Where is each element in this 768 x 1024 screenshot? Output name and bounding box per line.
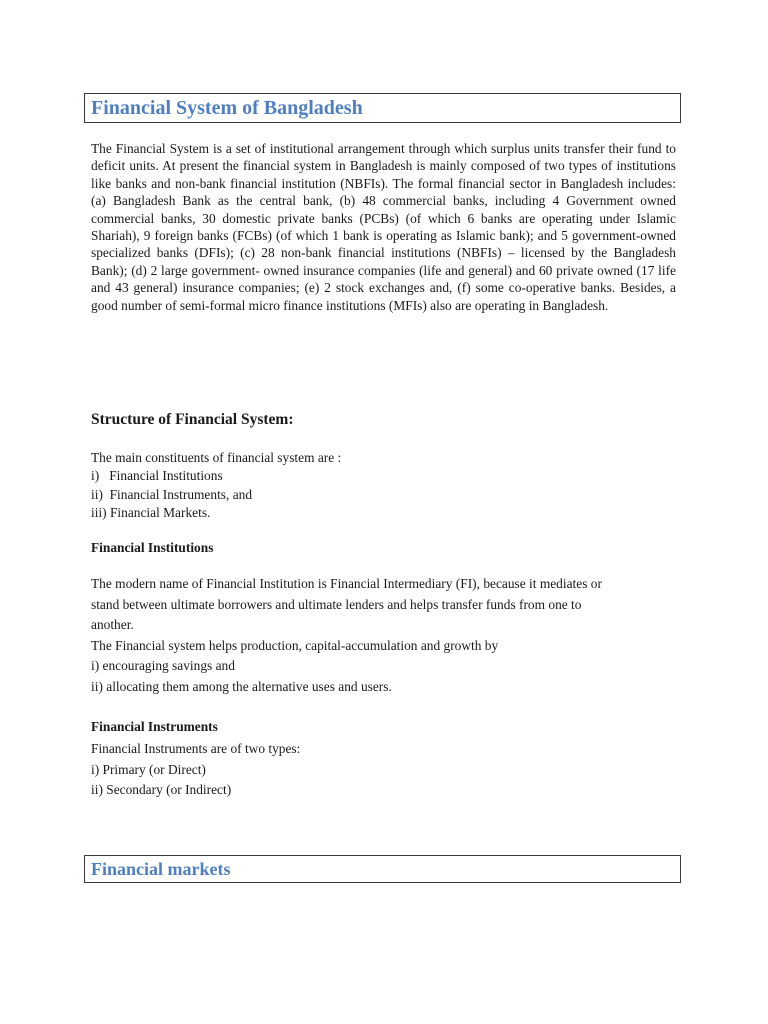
intro-paragraph: The Financial System is a set of institutional arrangement through which surplus units transfer their fund to deficit units. At present the financial system in Bangladesh is mainly composed of two types of institutions like banks and non-bank financial institution (NBFIs). The formal financial sector in Bangladesh includes: (a) Bangladesh Bank as the central bank, (b) 48 commercial banks, including 4 Government owned commercial banks, 30 domestic private banks (PCBs) (of which 6 banks are operating under Islamic Shariah), 9 foreign banks (FCBs) (of which 1 bank is operating as Islamic bank); and 5 government-owned specialized banks (DFIs); (c) 28 non-bank financial institutions (NBFIs) – licensed by the Bangladesh Bank); (d) 2 large government- owned insurance companies (life and general) and 60 private owned (17 life and 43 general) insurance companies; (e) 2 stock exchanges and, (f) some co-operative banks. Besides, a good number of semi-formal micro finance institutions (MFIs) also are operating in Bangladesh. xyxy=(91,141,676,313)
list-item: ii) Secondary (or Indirect) xyxy=(91,782,232,797)
text-line: another. xyxy=(91,617,134,632)
list-item: i) encouraging savings and xyxy=(91,658,235,673)
institutions-heading: Financial Institutions xyxy=(91,540,214,555)
markets-title-box xyxy=(84,855,681,883)
text-line: Financial Instruments are of two types: xyxy=(91,741,301,756)
structure-heading: Structure of Financial System: xyxy=(91,411,294,428)
institutions-text xyxy=(91,574,602,697)
instruments-text xyxy=(91,739,300,801)
list-item: iii) Financial Markets. xyxy=(91,504,211,520)
text-line: stand between ultimate borrowers and ultimate lenders and helps transfer funds from one to xyxy=(91,596,582,612)
list-item: ii) allocating them among the alternative uses and users. xyxy=(91,678,392,694)
text-line: The Financial system helps production, capital-accumulation and growth by xyxy=(91,637,499,653)
list-item: ii) Financial Instruments, and xyxy=(91,486,253,502)
markets-title: Financial markets xyxy=(91,859,231,879)
list-item: i) Financial Institutions xyxy=(91,468,223,484)
list-item: i) Primary (or Direct) xyxy=(91,761,206,777)
text-line: The modern name of Financial Institution is Financial Intermediary (FI), because it mediates or xyxy=(91,576,602,591)
document-title: Financial System of Bangladesh xyxy=(91,97,363,119)
title-box xyxy=(84,93,681,123)
constituents-lead: The main constituents of financial system are : xyxy=(91,450,342,465)
instruments-heading: Financial Instruments xyxy=(91,719,218,734)
constituents-list xyxy=(91,449,341,522)
